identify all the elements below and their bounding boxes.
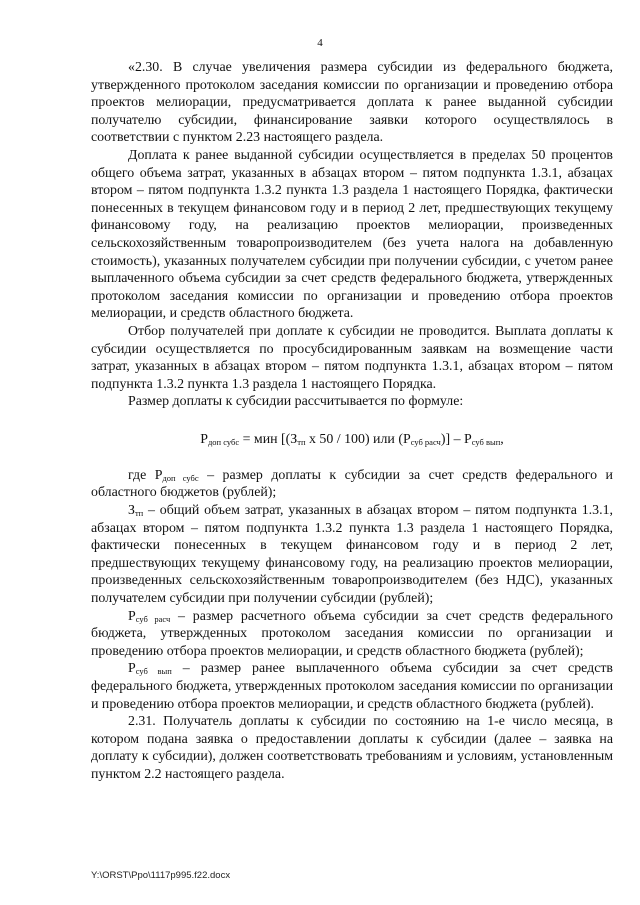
formula-p: Р xyxy=(200,431,208,447)
def-p-dop-prefix: где Р xyxy=(128,467,163,483)
definition-p-dop xyxy=(91,467,613,502)
paragraph-2-31: 2.31. Получатель доплаты к субсидии по состоянию на 1-е число месяца, в котором подана заявка о предоставлении доплаты к субсидии (далее – заявка на доплату к субсидии), должен соответствовать требованиям и условиям, установленным пунктом 2.2 настоящего раздела. xyxy=(91,714,613,782)
formula-close: )] – Р xyxy=(440,431,472,447)
document-body xyxy=(91,59,613,784)
def-p-dop-text: – размер доплаты к субсидии за счет средств федерального и областного бюджетов (рублей); xyxy=(91,467,613,501)
def-z-tp-prefix: З xyxy=(128,503,135,519)
def-p-rasch-sub: суб расч xyxy=(135,613,171,624)
formula xyxy=(91,431,613,449)
paragraph-doplata: Доплата к ранее выданной субсидии осуществляется в пределах 50 процентов общего объема затрат, указанных в абзацах втором – пятом подпункта 1.3.1, абзацах втором – пятом подпункта 1.3.2 пункта 1.3 раздела 1 настоящего Порядка, фактически понесенных в текущем финансовом году и в период 2 лет, предшествующих текущему финансовому году, на реализацию проектов мелиорации, произведенных сельскохозяйственным товаропроизводителем (без учета налога на добавленную стоимость), указанных получателем субсидии при получении субсидии, с учетом ранее выплаченного объема субсидии за счет средств федерального бюджета, утвержденных протоколом заседания комиссии по организации и проведению отбора проектов мелиорации, и средств областного бюджета. xyxy=(91,147,613,322)
def-p-rasch-text: – размер расчетного объема субсидии за счет средств федерального бюджета, утвержденных протоколом заседания комиссии по организации и проведению отбора проектов мелиорации, и средств областного бюджета (рублей); xyxy=(91,608,613,659)
formula-end: , xyxy=(500,431,504,447)
definition-p-rasch xyxy=(91,608,613,661)
def-z-tp-text: – общий объем затрат, указанных в абзацах втором – пятом подпункта 1.3.1, абзацах втором – пятом подпункта 1.3.2 пункта 1.3 раздела 1 настоящего Порядка, фактически понесенных в текущем финансовом году и в период 2 лет, предшествующих текущему финансовому году, на реализацию проектов мелиорации, произведенных сельскохозяйственным товаропроизводителем (без НДС), указанных получателем субсидии при получении субсидии (рублей); xyxy=(91,503,613,607)
page-number: 4 xyxy=(317,37,323,49)
def-p-vyp-prefix: Р xyxy=(128,661,136,677)
def-p-dop-sub: доп субс xyxy=(162,472,199,483)
def-p-vyp-text: – размер ранее выплаченного объема субсидии за счет средств федерального бюджета, утвержденных протоколом заседания комиссии по организации и проведению отбора проектов мелиорации, и средств областного бюджета (рублей). xyxy=(91,661,613,712)
formula-sub-vyp: суб вып xyxy=(471,436,501,447)
formula-mid: х 50 / 100) или (Р xyxy=(305,431,411,447)
def-z-tp-sub: тп xyxy=(134,508,144,519)
definition-p-vyp xyxy=(91,660,613,713)
footer-file-path: Y:\ORST\Ppo\1117p995.f22.docx xyxy=(91,870,231,881)
formula-sub-dop: доп субс xyxy=(207,436,240,447)
paragraph-otbor: Отбор получателей при доплате к субсидии не проводится. Выплата доплаты к субсидии осуществляется по просубсидированным заявкам на возмещение части затрат, указанных в абзацах втором – пятом подпункта 1.3.1, абзацах втором – пятом подпункта 1.3.2 пункта 1.3 раздела 1 настоящего Порядка. xyxy=(91,323,613,392)
paragraph-formula-intro: Размер доплаты к субсидии рассчитывается по формуле: xyxy=(128,394,464,410)
formula-sub-rasch: суб расч xyxy=(410,436,441,447)
formula-sub-tp: тп xyxy=(297,436,306,447)
formula-eq-min: = мин [(З xyxy=(239,431,298,447)
def-p-rasch-prefix: Р xyxy=(128,608,136,624)
definition-z-tp xyxy=(91,502,613,608)
def-p-vyp-sub: суб вып xyxy=(135,666,172,677)
paragraph-2-30: «2.30. В случае увеличения размера субсидии из федерального бюджета, утвержденного протоколом заседания комиссии по организации и проведению отбора проектов мелиорации, предусматривается доплата к ранее выданной субсидии получателю субсидии, финансирование заявки которого осуществлялось в соответствии с пунктом 2.23 настоящего раздела. xyxy=(91,60,613,146)
